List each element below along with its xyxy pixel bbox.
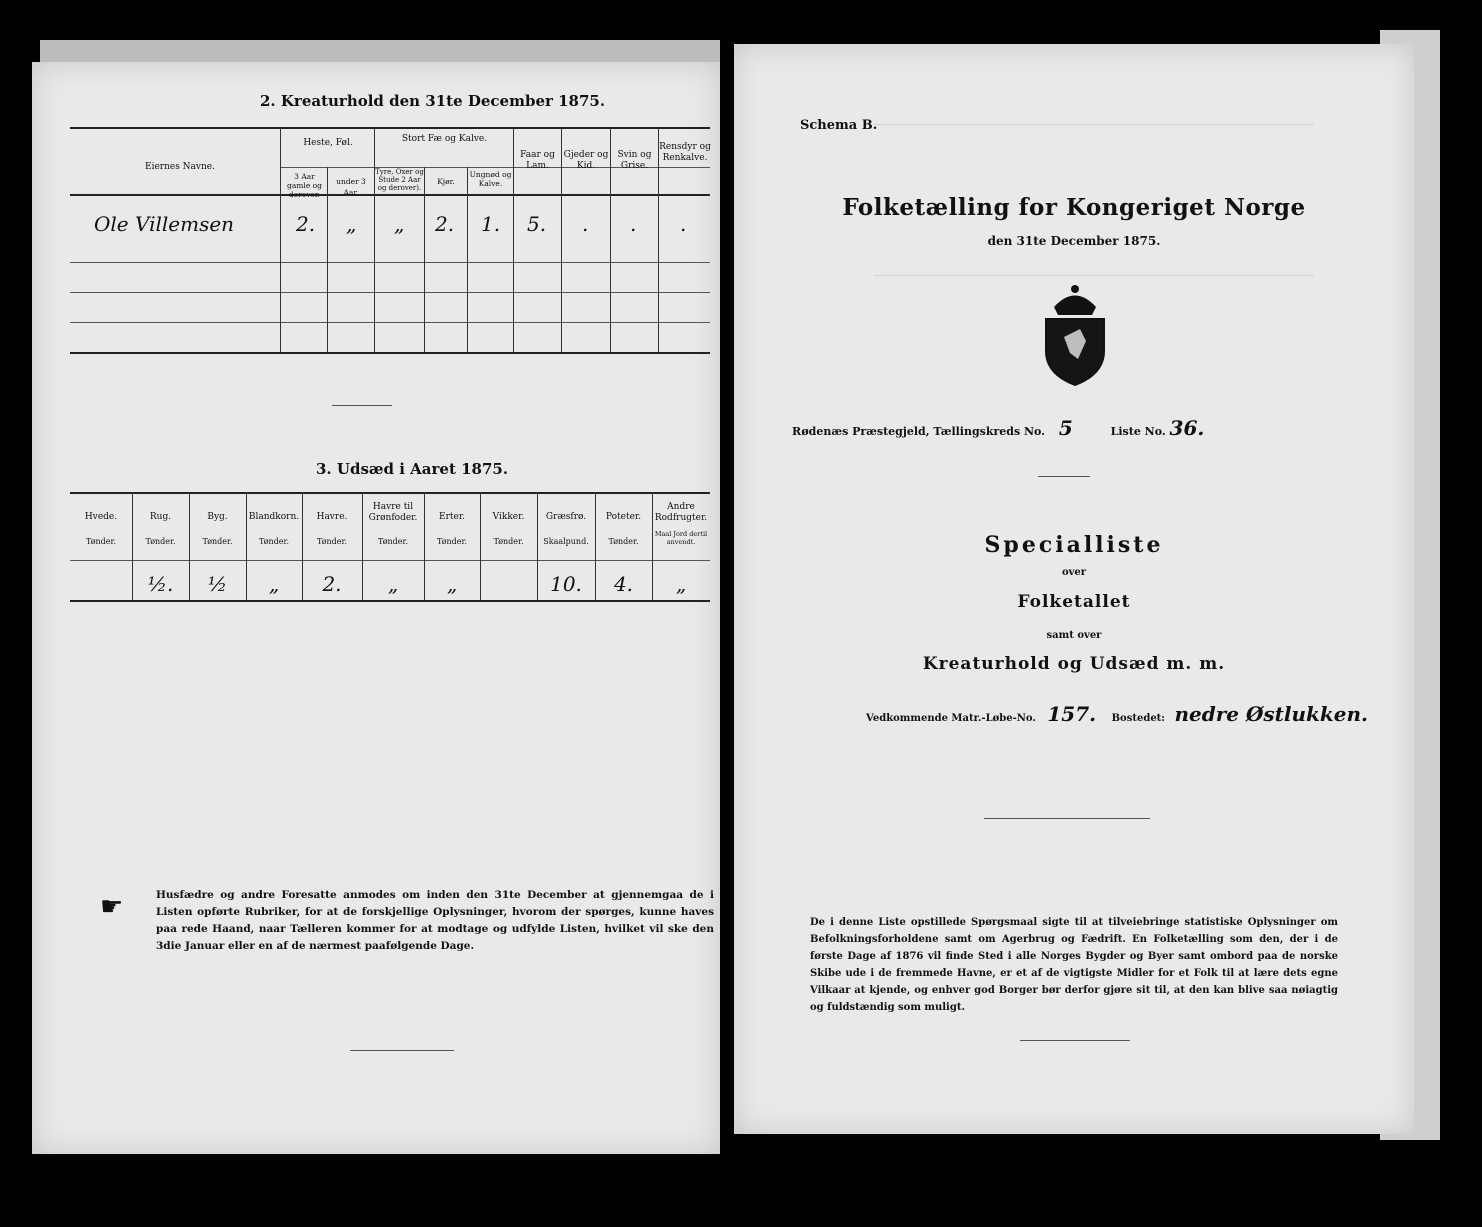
matr-prefix: Vedkommende Matr.-Løbe-No. (866, 713, 1036, 724)
seed-header: Hvede. (84, 512, 118, 522)
cattle-young-value: 1. (481, 212, 501, 236)
seed-header: Vikker. (492, 512, 525, 522)
divider (1038, 476, 1090, 477)
seed-unit: Tønder. (202, 537, 233, 546)
horses-young-value: „ (346, 212, 357, 236)
seed-value: „ (675, 572, 687, 596)
table2-col-rule (280, 127, 281, 352)
seed-unit: Maal Jord dertil anvendt. (654, 530, 708, 546)
over-text: over (1061, 567, 1087, 578)
district-no: 5 (1058, 416, 1073, 440)
coat-of-arms-icon (1034, 279, 1116, 389)
seed-unit: Tønder. (377, 537, 409, 546)
seed-unit: Tønder. (493, 537, 524, 546)
district-prefix: Rødenæs Præstegjeld, Tællingskreds No. (792, 425, 1046, 438)
schema-label: Schema B. (800, 118, 878, 133)
divider (332, 405, 392, 406)
seed-value: „ (446, 572, 458, 596)
bottom-explanation: De i denne Liste opstillede Spørgsmaal sigte til at tilveiebringe statistiske Oplysninger om Befolkningsforholdene samt om Agerbrug og Fædrift. En Folketælling som den, der i de første Dage af 1876 vil finde Sted i alle Norges Bygder og Byer samt ombord paa de norske Skibe ude i de fremmede Havne, er et af de vigtigste Midler for et Folk til at lære dets egne Vilkaar at kjende, og enhver god Borger bør derfor gjøre sit til, at den kan blive saa nøiagtig og fuldstændig som muligt. (810, 917, 1338, 1013)
bosted-prefix: Bostedet: (1111, 713, 1165, 724)
seed-value: 4. (613, 572, 634, 596)
seed-value: „ (268, 572, 280, 596)
header-cattle-cows: Kjør. (437, 177, 455, 186)
horses-old-value: 2. (296, 212, 316, 236)
specialliste-title: Specialliste (984, 532, 1164, 558)
header-cattle-young: Ungnød og Kalve. (469, 170, 512, 188)
seed-header: Blandkorn. (248, 512, 300, 522)
header-horses: Heste, Føl. (303, 138, 353, 148)
seed-value: 10. (550, 572, 582, 596)
section2-title: 2. Kreaturhold den 31te December 1875. (260, 92, 606, 110)
seed-col-rule (480, 492, 481, 600)
matr-line (866, 702, 1368, 726)
seed-header: Havre. (316, 512, 348, 522)
header-owner: Eiernes Navne. (145, 162, 215, 172)
table2-header-rule (70, 194, 710, 196)
seed-header: Andre Rodfrugter. (654, 502, 708, 523)
owner-name: Ole Villemsen (94, 212, 235, 236)
seed-unit: Tønder. (85, 537, 117, 546)
pigs-value: . (630, 212, 637, 236)
table2-col-rule (424, 167, 425, 352)
notice-text: Husfædre og andre Foresatte anmodes om inden den 31te December at gjennemgaa de i Listen opførte Rubriker, for at de forskjellige Oplysninger, hvorom der spørges, kunne haves paa rede Haand, naar Tælleren kommer for at modtage og udfylde Listen, hvilket vil ske den 3die Januar eller en af de nærmest paafølgende Dage. (156, 889, 714, 952)
left-page (32, 62, 720, 1154)
seed-header: Byg. (207, 512, 228, 522)
cattle-cows-value: 2. (435, 212, 455, 236)
list-prefix: Liste No. (1110, 425, 1166, 438)
header-pigs: Svin og Grise. (617, 150, 652, 171)
divider (350, 1050, 454, 1051)
table3-header-rule (70, 560, 710, 561)
pointing-hand-icon: ☛ (100, 892, 124, 922)
samt-over-text: samt over (1046, 630, 1102, 641)
table2-row-rule (70, 262, 710, 263)
folketallet-text: Folketallet (1017, 592, 1131, 612)
seed-value: ½. (147, 572, 174, 596)
seed-unit: Tønder. (145, 537, 176, 546)
seed-unit: Skaalpund. (543, 537, 589, 546)
seed-unit: Tønder. (608, 537, 639, 546)
seed-header: Græsfrø. (545, 512, 587, 522)
divider (1020, 1040, 1130, 1041)
table2-col-rule (374, 127, 375, 352)
seed-unit: Tønder. (258, 537, 290, 546)
list-no: 36. (1169, 416, 1205, 440)
seed-header: Poteter. (605, 512, 642, 522)
header-goats: Gjeder og Kid. (563, 150, 609, 171)
table2-row-rule (70, 292, 710, 293)
seed-value: 2. (322, 572, 342, 596)
table3-bottom-rule (70, 600, 710, 602)
seed-value: „ (387, 572, 399, 596)
header-sheep: Faar og Lam. (520, 150, 555, 171)
census-date: den 31te December 1875. (987, 234, 1161, 248)
header-cattle-bulls: Tyre, Oxer og Stude 2 Aar og derover). (375, 168, 424, 192)
header-horses-young: under 3 Aar. (336, 177, 366, 197)
table3-top-rule (70, 492, 710, 494)
table2-top-rule (70, 127, 710, 129)
kreaturhold-text: Kreaturhold og Udsæd m. m. (922, 654, 1226, 674)
section3-title: 3. Udsæd i Aaret 1875. (316, 460, 509, 478)
seed-header: Havre til Grønfoder. (368, 502, 418, 523)
seed-unit: Tønder. (316, 537, 348, 546)
header-reindeer: Rensdyr og Renkalve. (659, 142, 711, 163)
reindeer-value: . (680, 212, 687, 236)
seed-header: Erter. (439, 512, 465, 522)
matr-no: 157. (1047, 702, 1097, 726)
district-line (792, 416, 1204, 440)
seed-unit: Tønder. (436, 537, 468, 546)
cattle-bulls-value: „ (394, 212, 405, 236)
header-cattle: Stort Fæ og Kalve. (401, 134, 488, 144)
table2-col-rule (467, 167, 468, 352)
seed-header: Rug. (149, 512, 172, 522)
main-title: Folketælling for Kongeriget Norge (842, 194, 1306, 221)
sheep-value: 5. (527, 212, 547, 236)
table2-bottom-rule (70, 352, 710, 354)
right-page (734, 44, 1414, 1134)
seed-value: ½ (207, 572, 228, 596)
bosted-value: nedre Østlukken. (1174, 702, 1368, 726)
goats-value: . (582, 212, 589, 236)
table2-row-rule (70, 322, 710, 323)
divider (984, 818, 1150, 819)
header-horses-old: 3 Aar gamle og derover. (287, 172, 322, 199)
